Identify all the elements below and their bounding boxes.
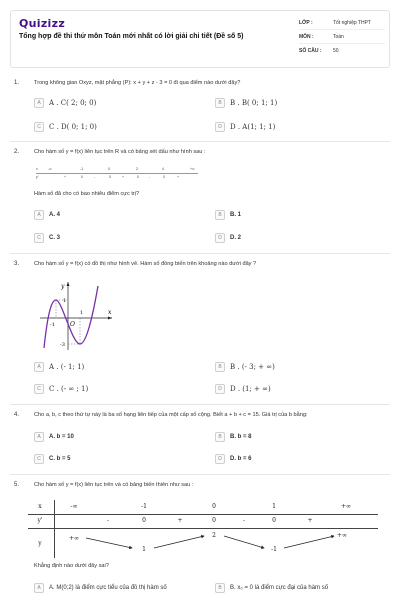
divider	[10, 141, 390, 142]
option-text: D. 2	[230, 235, 242, 241]
table-x-value: 2	[136, 167, 138, 171]
y-axis-arrow	[67, 282, 70, 286]
option-c[interactable]	[34, 232, 60, 244]
divider	[10, 253, 390, 254]
derivative-sign: +	[177, 517, 183, 524]
option-text: B. x₀ = 0 là điểm cực đại của hàm số	[230, 585, 329, 591]
option-key-box: A	[34, 362, 44, 372]
option-a[interactable]	[34, 361, 84, 373]
graph-tick-y-neg: -3	[60, 342, 65, 348]
meta-label: LỚP :	[299, 19, 313, 26]
option-text: C. 3	[49, 235, 61, 241]
question-subtext: Hàm số đã cho có bao nhiêu điểm cực trị?	[34, 191, 140, 197]
option-text: B. 1	[230, 212, 242, 218]
x-value: 1	[272, 503, 276, 510]
table-sign: 0	[81, 175, 83, 179]
table-x-value: 4	[162, 167, 164, 171]
row-label-yp: y'	[37, 517, 43, 524]
document-title: Tổng hợp đề thi thử môn Toán mới nhất có lời giải chi tiết (Đề số 5)	[19, 33, 244, 40]
sign-table	[36, 166, 198, 180]
y-value: 2	[212, 532, 216, 539]
meta-value: Tốt nghiệp THPT	[333, 19, 371, 26]
option-text: C . D( 0; 1; 0)	[49, 123, 97, 131]
arrow-increasing	[284, 536, 334, 548]
table-sign: 0	[163, 175, 165, 179]
y-value: +∞	[336, 532, 348, 539]
option-text: B . (- 3; + ∞)	[230, 363, 275, 371]
option-key-box: B	[215, 210, 225, 220]
option-text: B . B( 0; 1; 1)	[230, 99, 278, 107]
question-text: Cho hàm số y = f(x) liên tục trên và có bảng biến thiên như sau :	[34, 482, 194, 488]
option-key-box: A	[34, 210, 44, 220]
meta-value: 50	[333, 48, 339, 54]
question-number: 2.	[14, 149, 20, 155]
option-key-box: C	[34, 233, 44, 243]
y-value: +∞	[68, 535, 80, 542]
meta-info	[299, 16, 385, 58]
x-value: -1	[141, 503, 147, 510]
divider	[10, 404, 390, 405]
option-b[interactable]	[215, 582, 328, 594]
option-c[interactable]	[34, 453, 71, 465]
table-divider	[28, 514, 378, 515]
row-label-x: x	[38, 503, 42, 510]
question-text: Cho hàm số y = f(x) liên tục trên R và có bảng xét dấu như hình sau :	[34, 149, 206, 155]
graph-x-label: x	[108, 309, 112, 316]
option-key-box: B	[215, 362, 225, 372]
variation-arrows	[28, 528, 378, 558]
option-b[interactable]	[215, 209, 241, 221]
option-text: D . A(1; 1; 1)	[230, 123, 276, 131]
option-c[interactable]	[34, 121, 97, 133]
x-value: -∞	[70, 503, 78, 510]
meta-label: SỐ CÂU :	[299, 48, 322, 54]
divider	[10, 474, 390, 475]
question-number: 4.	[14, 412, 20, 418]
question-text: Cho hàm số y = f(x) có đồ thị như hình vẽ. Hàm số đồng biến trên khoảng nào dưới đây ?	[34, 261, 257, 267]
derivative-sign: 0	[142, 517, 146, 524]
graph-tick-x-pos: 1	[80, 310, 84, 316]
meta-row-count	[299, 44, 385, 58]
option-text: A. b = 10	[49, 434, 74, 440]
option-key-box: A	[34, 583, 44, 593]
derivative-sign: -	[106, 517, 110, 524]
option-text: B. b = 8	[230, 434, 252, 440]
option-key-box: C	[34, 454, 44, 464]
arrow-increasing	[154, 536, 204, 548]
table-sign: -	[149, 175, 151, 179]
row-label-y: y	[38, 540, 42, 547]
derivative-sign: 0	[212, 517, 216, 524]
derivative-sign: -	[242, 517, 246, 524]
y-value: 1	[142, 546, 146, 553]
table-y-label: y'	[36, 175, 39, 179]
table-sign: +	[177, 175, 180, 179]
meta-row-subject	[299, 30, 385, 44]
option-text: A. M(0;2) là điểm cực tiểu của đồ thị hàm số	[49, 585, 167, 591]
option-b[interactable]	[215, 97, 277, 109]
option-text: D . (1; + ∞)	[230, 385, 271, 393]
option-a[interactable]	[34, 431, 74, 443]
option-key-box: D	[215, 122, 225, 132]
graph-origin: O	[70, 321, 75, 328]
option-key-box: D	[215, 233, 225, 243]
x-axis-arrow	[108, 317, 112, 320]
meta-label: MÔN :	[299, 33, 314, 40]
option-key-box: B	[215, 98, 225, 108]
option-text: A . (- 1; 1)	[49, 363, 85, 371]
table-sign: +	[122, 175, 125, 179]
table-x-value: +∞	[190, 167, 195, 171]
table-x-value: 0	[108, 167, 110, 171]
derivative-sign: 0	[272, 517, 276, 524]
table-sign: 0	[137, 175, 139, 179]
option-key-box: D	[215, 384, 225, 394]
graph-tick-x-neg: -1	[50, 322, 55, 328]
option-text: A . C( 2; 0; 0)	[49, 99, 97, 107]
option-d[interactable]	[215, 453, 252, 465]
option-text: C . (- ∞ ; 1)	[49, 385, 89, 393]
option-text: C. b = 5	[49, 456, 71, 462]
option-a[interactable]	[34, 209, 60, 221]
meta-row-class	[299, 16, 385, 30]
derivative-sign: +	[307, 517, 313, 524]
question-number: 3.	[14, 261, 20, 267]
variation-table	[28, 500, 378, 558]
option-b[interactable]	[215, 431, 252, 443]
option-key-box: B	[215, 432, 225, 442]
option-d[interactable]	[215, 232, 241, 244]
option-a[interactable]	[34, 97, 96, 109]
table-sign: -	[94, 175, 96, 179]
question-number: 5.	[14, 482, 20, 488]
arrow-decreasing	[86, 538, 132, 548]
meta-value: Toán	[333, 33, 344, 40]
table-x-label: x	[36, 167, 38, 171]
option-key-box: C	[34, 384, 44, 394]
arrow-decreasing	[224, 536, 264, 548]
option-b[interactable]	[215, 361, 275, 373]
question-number: 1.	[14, 80, 20, 86]
option-d[interactable]	[215, 121, 275, 133]
table-sign: 0	[109, 175, 111, 179]
option-key-box: C	[34, 122, 44, 132]
x-value: 0	[212, 503, 216, 510]
option-key-box: D	[215, 454, 225, 464]
graph-y-label: y	[61, 283, 65, 290]
function-curve	[44, 286, 98, 348]
table-x-value: -1	[80, 167, 84, 171]
function-graph	[38, 280, 114, 352]
x-value: +∞	[340, 503, 352, 510]
graph-tick-y-pos: 1	[63, 298, 67, 304]
option-a[interactable]	[34, 582, 167, 594]
question-subtext: Khẳng định nào dưới đây sai?	[34, 563, 109, 569]
question-text: Cho a, b, c theo thứ tự này là ba số hạng liên tiếp của một cấp số cộng. Biết a + b + c = 15. Giá trị của b bằng:	[34, 412, 308, 418]
option-key-box: A	[34, 98, 44, 108]
option-text: A. 4	[49, 212, 61, 218]
option-d[interactable]	[215, 383, 271, 395]
option-key-box: A	[34, 432, 44, 442]
table-divider	[36, 173, 198, 174]
table-x-value: -∞	[48, 167, 52, 171]
option-key-box: B	[215, 583, 225, 593]
question-text: Trong không gian Oxyz, mặt phẳng (P): x + y + z - 3 = 0 đi qua điểm nào dưới đây?	[34, 80, 241, 86]
table-sign: +	[64, 175, 67, 179]
quizizz-logo: Quizizz	[19, 17, 66, 30]
y-value: -1	[271, 546, 277, 553]
document-header	[10, 10, 390, 68]
option-c[interactable]	[34, 383, 88, 395]
option-text: D. b = 6	[230, 456, 252, 462]
